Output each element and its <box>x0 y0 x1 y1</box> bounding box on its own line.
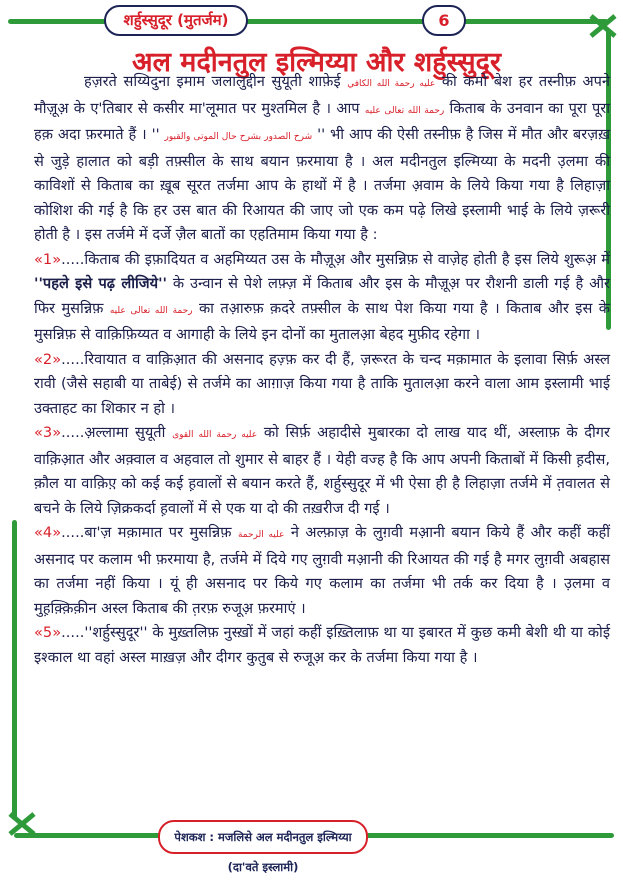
list-item <box>34 521 610 621</box>
bold-phrase: ''पहले इसे पढ़ लीजिये'' <box>34 275 168 292</box>
list-item <box>34 421 610 521</box>
text-segment: किताब के उनवान का पूरा पूरा हक़ अदा फ़रमाते हैं । '' <box>34 99 610 143</box>
corner-ornament-icon <box>8 810 36 838</box>
frame-border-top <box>8 19 608 24</box>
footer-publisher: पेशकश : मजलिसे अल मदीनतुल इल्मिय्या (दा'वते इस्लामी) <box>158 820 368 854</box>
list-item <box>34 248 610 348</box>
frame-border-left <box>12 520 17 820</box>
arabic-honorific: عليه رحمة الله الكافي <box>347 79 436 89</box>
body-text <box>34 70 610 670</box>
item-number: «5» <box>34 624 62 641</box>
corner-ornament-icon <box>589 12 617 40</box>
page-title: अल मदीनतुल इल्मिय्या और शर्हुस्सुदूर <box>131 47 502 78</box>
text-segment: के उन्वान से पेशे लफ़्ज़ में किताब और इस के मौज़ूअ़ पर रौशनी डाली गई है और फिर मुसन्निफ़ <box>34 275 610 317</box>
page-number: 6 <box>422 5 466 36</box>
list-item <box>34 348 610 422</box>
text-segment: ने अल्फ़ाज़ के लुग़वी मआ़नी बयान किये हैं और कहीं कहीं असनाद पर कलाम भी फ़रमाया है, तर्जमे में दिये गए लुग़वी मआ़नी की रिआयत की गई है मगर लुग़वी अबहास का तर्जमा नहीं किया । यूं ही असनाद पर किये गए कलाम का तर्जमा भी तर्क कर दिया है । उ़लमा व मुह़क़्क़िक़ीन अस्ल किताब की त़रफ़ रुजूअ़ फ़रमाएं । <box>34 524 610 617</box>
item-number: «1» <box>34 250 62 268</box>
arabic-honorific: عليه الرحمة <box>237 530 285 540</box>
text-segment: .....रिवायात व वाक़िआ़त की असनाद हज़्फ़ कर दी हैं, ज़रूरत के चन्द मक़ामात के इलावा सिर्फ़ अस्ल रावी (जैसे सहाबी या ताबेई) से तर्जमे का आग़ाज़ किया गया है ताकि मुतालआ़ करने वाला आम इस्लामी भाई उक्ताहट का शिकार न हो । <box>34 350 610 417</box>
arabic-honorific: عليه رحمة الله القوى <box>172 430 258 440</box>
arabic-honorific: رحمة الله تعالى عليه <box>109 305 193 316</box>
item-number: «2» <box>34 350 62 368</box>
list-item <box>34 621 610 670</box>
arabic-honorific: شرح الصدور بشرح حال الموتى والقبور <box>164 132 313 142</box>
intro-paragraph <box>34 70 610 248</box>
item-number: «3» <box>34 424 62 441</box>
text-segment: .....अ़ल्लामा सुयूती <box>61 424 173 441</box>
text-segment: .....किताब की इफ़ादियत व अहमिय्यत उस के मौज़ूअ़ और मुसन्निफ़ से वाज़ेह होती है इस लिये शुरूअ़ में <box>61 250 610 268</box>
text-segment: का तआ़रुफ़ क़दरे तफ़्सील के साथ पेश किया गया है । किताब और इस के मुसन्निफ़ से वाक़िफ़िय्यत व आगाही के लिये इन दोनों का मुतालआ़ बेहद मुफ़ीद रहेगा । <box>34 299 610 343</box>
item-list <box>34 248 610 671</box>
text-segment: '' भी आप की ऐसी तस्नीफ़ है जिस में मौत और बरज़ख़ से जुड़े हालात को बड़ी तफ़्सील के साथ बयान फ़रमाया है । अल मदीनतुल इल्मिय्या के मदनी उ़लमा की काविशों से किताब का ख़ूब सूरत तर्जमा आप के हाथों में है । तर्जमा अ़वाम के लिये किया गया है लिहाज़ा कोशिश की गई है कि हर उस बात की रिआयत की जाए जो एक कम पढ़े लिखे इस्लामी भाई के लिये ज़रूरी होती है । इस तर्जमे में दर्जे ज़ैल बातों का एहतिमाम किया गया है : <box>34 126 611 243</box>
arabic-honorific: رحمة الله تعالى عليه <box>364 105 445 116</box>
book-title-header: शर्हुस्सुदूर (मुतर्जम) <box>104 5 248 36</box>
text-segment: की कमो बेश हर तस्नीफ़ अपने मौज़ूअ़ के ए'तिबार से कसीर मा'लूमात पर मुश्तमिल है । आप <box>34 73 611 117</box>
text-segment: .....बा'ज़ मक़ामात पर मुसन्निफ़ <box>61 524 238 541</box>
text-segment: को सिर्फ़ अहादीसे मुबारका दो लाख याद थीं, अस्लाफ़ के दीगर वाक़िआ़त और अक़्वाल व अहवाल तो शुमार से बाहर हैं । येही वज्ह है कि आप अपनी किताबों में किसी ह़दीस, क़ौल या वाक़िए़ को कई कई ह़वालों से बयान करते हैं, शर्हुस्सुदूर में भी ऐसा ही है लिहाज़ा तर्जमे में त़वालत से बचने के लिये ज़िक्रकर्दा ह़वालों में से एक या दो की तख़रीज दी गई । <box>34 424 610 517</box>
text-segment: .....''शर्हुस्सुदूर'' के मुख़्तलिफ़ नुस्ख़ों में जहां कहीं इख़्तिलाफ़ था या इबारत में कुछ कमी बेशी थी या कोई इश्काल था वहां अस्ल माख़ज़ और दीगर कुतुब से रुजूअ़ कर के तर्जमा किया गया है । <box>34 624 610 666</box>
text-segment: हज़रते सय्यिदुना इमाम जलालुद्दीन सुयूती शाफ़ेई <box>84 73 348 90</box>
item-number: «4» <box>34 524 62 541</box>
